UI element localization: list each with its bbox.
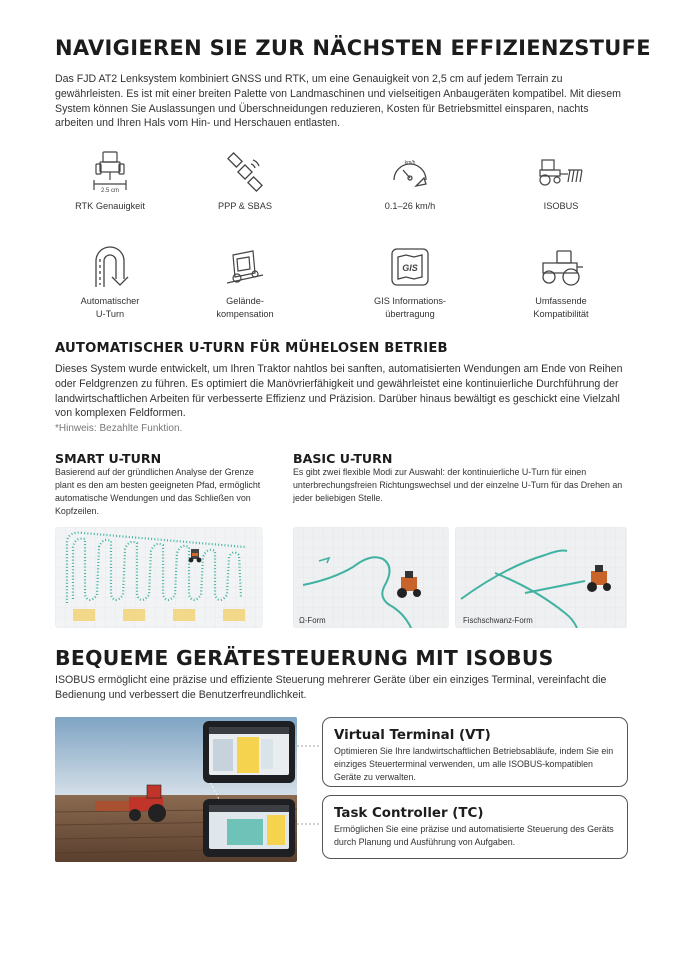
feature-label-uturn: Automatischer U-Turn bbox=[80, 296, 140, 319]
terrain-compensation-icon bbox=[223, 245, 267, 289]
feature-label-ppp: PPP & SBAS bbox=[218, 201, 272, 211]
uturn-section-body: Dieses System wurde entwickelt, um Ihren Traktor nahtlos bei sanften, automatisierten Wendungen am Ende von Reihen oder Feldgrenzen zu führen. Es optimiert die Manövrierfähigkeit und gewährleistet eine kontinuierliche Durchführung der landwirtschaftlichen Arbeiten für verbesserte Effizienz und Präzision. Darüber hinaus bewältigt es geschickt eine Vielzahl von komplexen Feldformen. bbox=[55, 363, 623, 420]
accuracy-icon-label: 2.5 cm bbox=[100, 188, 120, 194]
feature-compatibility bbox=[491, 245, 631, 321]
feature-label-speed: 0.1–26 km/h bbox=[384, 201, 436, 211]
paid-feature-note: *Hinweis: Bezahlte Funktion. bbox=[55, 423, 183, 434]
omega-uturn-image bbox=[293, 527, 449, 628]
smart-uturn-title: SMART U-TURN bbox=[55, 451, 162, 466]
smart-uturn-body: Basierend auf der gründlichen Analyse der Grenze plant es den am besten geeigneten Pfad, ermöglicht automatische Wendungen und das Schließen von Kopfzeilen. bbox=[55, 467, 261, 516]
feature-ppp-sbas bbox=[175, 150, 315, 213]
feature-gis bbox=[340, 245, 480, 321]
isobus-section-body: ISOBUS ermöglicht eine präzise und effiziente Steuerung mehrerer Geräte über ein einziges Terminal, vereinfacht die Bedienung und verbessert die Benutzerfreundlichkeit. bbox=[55, 674, 607, 701]
feature-label-gis: GIS Informations- übertragung bbox=[374, 296, 446, 319]
u-turn-icon bbox=[90, 245, 130, 289]
tc-title: Task Controller (TC) bbox=[334, 806, 484, 821]
vt-card bbox=[322, 717, 628, 787]
smart-uturn-image bbox=[55, 527, 263, 628]
fishtail-uturn-image bbox=[455, 527, 627, 628]
vt-title: Virtual Terminal (VT) bbox=[334, 728, 491, 743]
uturn-section-title: AUTOMATISCHER U-TURN FÜR MÜHELOSEN BETRIEB bbox=[55, 341, 448, 356]
speed-icon-label: km/h bbox=[404, 160, 416, 166]
tc-body: Ermöglichen Sie eine präzise und automatisierte Steuerung des Geräts durch Planung und Ausführung von Aufgaben. bbox=[334, 824, 614, 847]
tc-card bbox=[322, 795, 628, 859]
tractor-front-accuracy-icon bbox=[90, 150, 130, 194]
tractor-implement-icon bbox=[536, 150, 586, 194]
fishtail-caption: Fischschwanz-Form bbox=[463, 616, 533, 625]
feature-isobus bbox=[491, 150, 631, 213]
omega-caption: Ω-Form bbox=[299, 616, 326, 625]
page-title: NAVIGIEREN SIE ZUR NÄCHSTEN EFFIZIENZSTUFE bbox=[55, 36, 651, 60]
feature-label-compatibility: Umfassende Kompatibilität bbox=[533, 296, 589, 319]
terminal-vt bbox=[203, 721, 295, 783]
gis-map-icon bbox=[388, 245, 432, 289]
feature-speed bbox=[340, 150, 480, 213]
connector-lines bbox=[297, 740, 321, 830]
feature-uturn bbox=[40, 245, 180, 321]
satellite-icon bbox=[223, 150, 267, 194]
basic-uturn-title: BASIC U-TURN bbox=[293, 451, 393, 466]
vt-body: Optimieren Sie Ihre landwirtschaftlichen Betriebsabläufe, indem Sie ein einziges Steuerterminal verwenden, um alle ISOBUS-kompatiblen Geräte zu verwalten. bbox=[334, 746, 614, 782]
feature-terrain bbox=[175, 245, 315, 321]
gis-icon-label: GIS bbox=[402, 263, 418, 273]
terminal-tc bbox=[203, 799, 295, 857]
tractor-side-icon bbox=[537, 245, 585, 289]
intro-paragraph: Das FJD AT2 Lenksystem kombiniert GNSS und RTK, um eine Genauigkeit von 2,5 cm auf jedem Terrain zu gewährleisten. Es ist mit einer breiten Palette von Landmaschinen und vielseitigen Anbaugeräten kompatibel. Mit diesem System können Sie Auslassungen und Überschneidungen reduzieren, Kosten für Betriebsmittel einsparen, nachts arbeiten und Ihren Hals vom Hin- und Herschauen entlasten. bbox=[55, 73, 621, 130]
feature-label-rtk: RTK Genauigkeit bbox=[75, 201, 145, 211]
feature-label-isobus: ISOBUS bbox=[543, 201, 579, 211]
isobus-section-title: BEQUEME GERÄTESTEUERUNG MIT ISOBUS bbox=[55, 646, 554, 670]
feature-label-terrain: Gelände- kompensation bbox=[216, 296, 274, 319]
isobus-field-image bbox=[55, 717, 297, 862]
basic-uturn-body: Es gibt zwei flexible Modi zur Auswahl: der kontinuierliche U-Turn für einen unterbrechungsfreien Richtungswechsel und der einzelne U-Turn für das Drehen an jeder beliebigen Stelle. bbox=[293, 467, 623, 503]
speedometer-icon bbox=[388, 150, 432, 194]
feature-rtk bbox=[40, 150, 180, 213]
